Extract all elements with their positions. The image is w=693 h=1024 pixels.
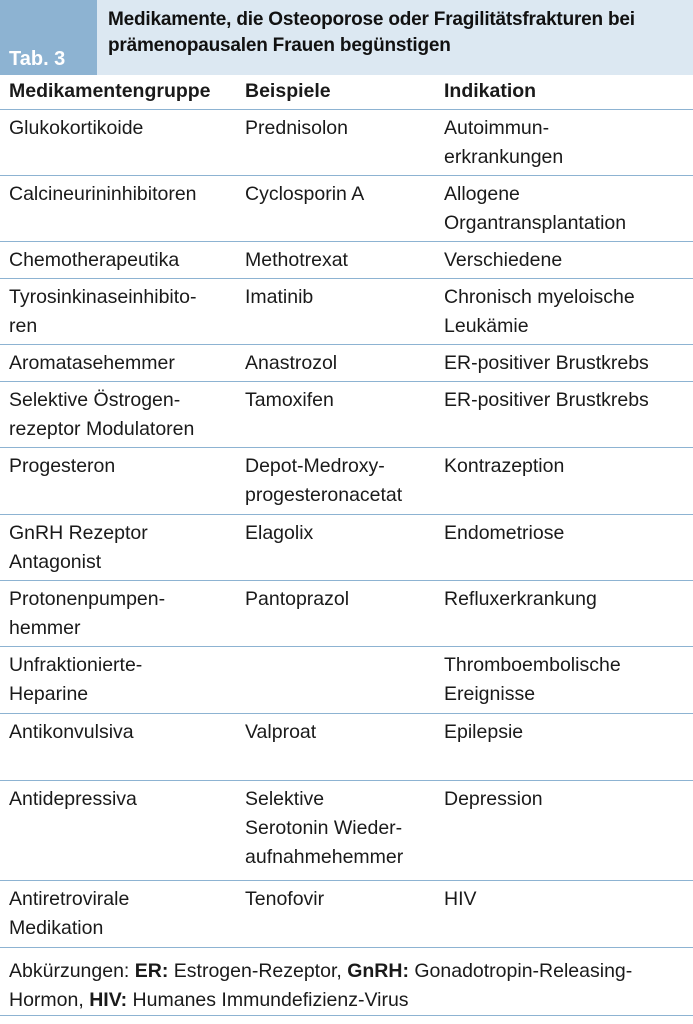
abbreviation: HIV: bbox=[89, 989, 128, 1011]
table-row bbox=[0, 515, 693, 581]
cell-medikamentengruppe: Aromatasehemmer bbox=[9, 352, 175, 374]
cell-beispiele: Imatinib bbox=[245, 286, 314, 308]
cell-beispiele: Prednisolon bbox=[245, 117, 348, 139]
table-row bbox=[0, 881, 693, 948]
cell-medikamentengruppe: Glukokortikoide bbox=[9, 117, 144, 139]
cell-indikation: Depression bbox=[444, 788, 543, 810]
cell-indikation: Chronisch myeloische Leukämie bbox=[444, 286, 635, 337]
cell-beispiele: Methotrexat bbox=[245, 249, 348, 271]
cell-indikation: HIV bbox=[444, 888, 477, 910]
column-header: Beispiele bbox=[245, 80, 331, 102]
cell-beispiele: Valproat bbox=[245, 721, 317, 743]
abbreviation: GnRH: bbox=[347, 960, 409, 982]
table-header-row bbox=[0, 75, 693, 110]
cell-indikation: ER-positiver Brustkrebs bbox=[444, 352, 649, 374]
cell-indikation: Thromboembolische Ereignisse bbox=[444, 654, 621, 705]
cell-beispiele: Cyclosporin A bbox=[245, 183, 365, 205]
data-table bbox=[0, 75, 693, 948]
cell-medikamentengruppe: Chemotherapeutika bbox=[9, 249, 180, 271]
table-row bbox=[0, 176, 693, 242]
abbreviation-definition: Estrogen-Rezeptor, bbox=[168, 960, 348, 982]
abbreviation: ER: bbox=[134, 960, 169, 982]
cell-medikamentengruppe: Tyrosinkinaseinhibito- ren bbox=[9, 286, 197, 337]
cell-indikation: Epilepsie bbox=[444, 721, 524, 743]
cell-medikamentengruppe: Antidepressiva bbox=[9, 788, 137, 810]
cell-medikamentengruppe: Calcineurininhibitoren bbox=[9, 183, 197, 205]
cell-beispiele: Elagolix bbox=[245, 522, 314, 544]
table-row bbox=[0, 242, 693, 279]
cell-medikamentengruppe: Protonenpumpen- hemmer bbox=[9, 588, 166, 639]
table-row bbox=[0, 345, 693, 382]
column-header: Indikation bbox=[444, 80, 537, 102]
cell-beispiele: Tenofovir bbox=[245, 888, 325, 910]
column-header: Medikamentengruppe bbox=[9, 80, 211, 102]
table-row bbox=[0, 581, 693, 647]
cell-medikamentengruppe: Antikonvulsiva bbox=[9, 721, 134, 743]
cell-medikamentengruppe: Progesteron bbox=[9, 455, 116, 477]
cell-beispiele: Depot-Medroxy- progesteronacetat bbox=[245, 455, 403, 506]
tab-label: Tab. 3 bbox=[9, 48, 66, 70]
table-row bbox=[0, 110, 693, 176]
cell-indikation: Autoimmun- erkrankungen bbox=[444, 117, 564, 168]
cell-indikation: Kontrazeption bbox=[444, 455, 565, 477]
cell-indikation: Refluxerkrankung bbox=[444, 588, 597, 610]
title-box bbox=[97, 0, 693, 75]
cell-beispiele: Tamoxifen bbox=[245, 389, 334, 411]
table-row bbox=[0, 448, 693, 515]
abbreviations-footnote bbox=[0, 948, 693, 1016]
cell-medikamentengruppe: Antiretrovirale Medikation bbox=[9, 888, 130, 939]
cell-beispiele: Selektive Serotonin Wieder- aufnahmehemmer bbox=[245, 788, 404, 868]
table-row bbox=[0, 647, 693, 714]
cell-indikation: Verschiedene bbox=[444, 249, 563, 271]
footnote-lead: Abkürzungen: bbox=[9, 960, 135, 982]
abbreviation-definition: Gonadotropin-Releasing-Hormon, bbox=[9, 960, 633, 1011]
table-title: Medikamente, die Osteoporose oder Fragilitätsfrakturen bei prämenopausalen Frauen begünstigen bbox=[108, 9, 635, 56]
table-row bbox=[0, 781, 693, 881]
table-row bbox=[0, 279, 693, 345]
table-row bbox=[0, 382, 693, 448]
cell-beispiele: Pantoprazol bbox=[245, 588, 350, 610]
abbreviation-definition: Humanes Immundefizienz-Virus bbox=[127, 989, 409, 1011]
cell-medikamentengruppe: Selektive Östrogen- rezeptor Modulatoren bbox=[9, 389, 195, 440]
tab-badge bbox=[0, 0, 97, 75]
cell-medikamentengruppe: Unfraktionierte- Heparine bbox=[9, 654, 143, 705]
cell-indikation: Endometriose bbox=[444, 522, 565, 544]
cell-indikation: ER-positiver Brustkrebs bbox=[444, 389, 649, 411]
cell-beispiele: Anastrozol bbox=[245, 352, 338, 374]
footnote-text bbox=[9, 957, 685, 1015]
cell-medikamentengruppe: GnRH Rezeptor Antagonist bbox=[9, 522, 148, 573]
table-header bbox=[0, 0, 693, 75]
table-row bbox=[0, 714, 693, 781]
cell-indikation: Allogene Organtransplantation bbox=[444, 183, 627, 234]
